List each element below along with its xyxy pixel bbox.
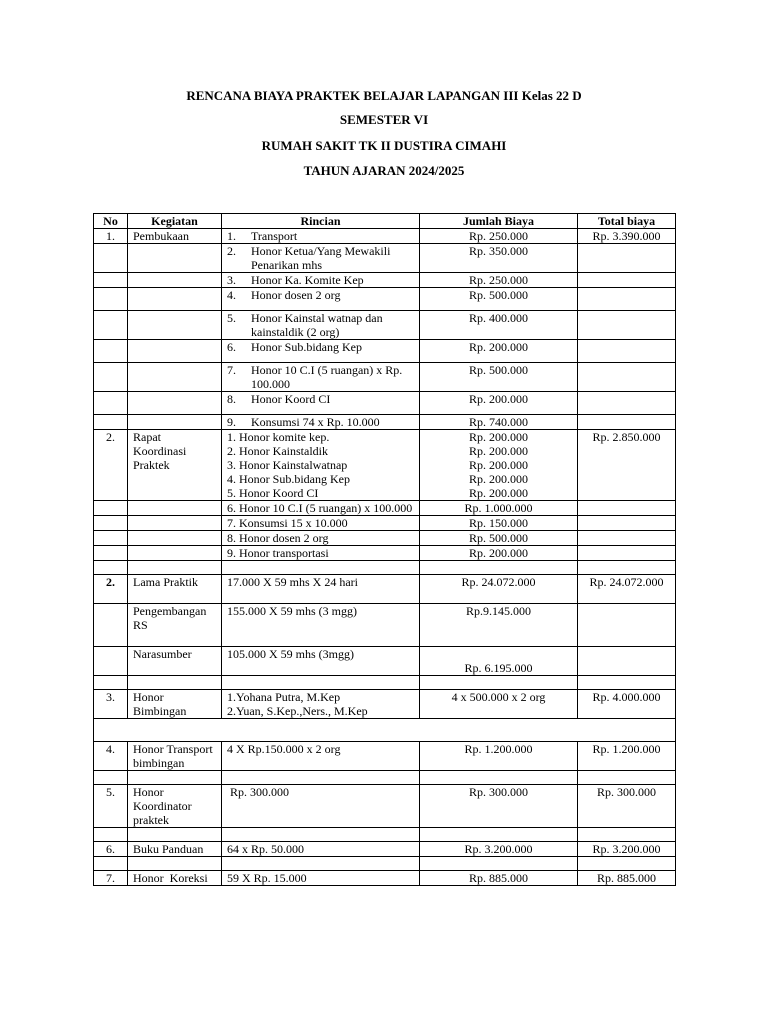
item-text: 5. Honor Koord CI [227,486,319,500]
item-text: Honor Ketua/Yang Mewakili Penarikan mhs [251,244,391,272]
item-text: Honor 10 C.I (5 ruangan) x Rp. 100.000 [251,363,403,391]
row-rincian: 8. Honor dosen 2 org [222,531,420,546]
row-rincian: 7. Konsumsi 15 x 10.000 [222,516,420,531]
row-rincian [222,288,420,311]
table-row [94,604,676,647]
row-amount: Rp. 740.000 [420,415,578,430]
row-total: Rp. 24.072.000 [578,575,676,604]
item-text: Transport [251,229,298,243]
table-row [94,516,676,531]
table-row [94,273,676,288]
spacer-row [94,828,676,842]
item-text: 3. Honor Kainstalwatnap [227,458,348,472]
row-rincian: 6. Honor 10 C.I (5 ruangan) x 100.000 [222,501,420,516]
item-number: 8. [227,392,236,406]
row-rincian: 59 X Rp. 15.000 [222,871,420,886]
row-kegiatan: Honor Koreksi [128,871,222,886]
spacer-row [94,561,676,575]
row-no: 1. [94,229,128,244]
item-number: 4. [227,288,236,302]
row-total: Rp. 1.200.000 [578,742,676,771]
spacer-row [94,771,676,785]
table-row [94,871,676,886]
row-total: Rp. 300.000 [578,785,676,828]
table-row [94,244,676,273]
row-no: 5. [94,785,128,828]
row-no: 2. [94,575,128,604]
row-no: 3. [94,690,128,719]
table-row [94,311,676,340]
row-no: 6. [94,842,128,857]
table-row [94,363,676,392]
item-number: 1. [227,229,236,243]
item-text: 1.Yohana Putra, M.Kep [227,690,341,704]
item-text: Honor Koord CI [251,392,331,406]
row-no: 4. [94,742,128,771]
row-kegiatan: Honor Koordinator praktek [128,785,222,828]
row-amount: Rp. 500.000 [420,531,578,546]
row-amount: Rp. 250.000 [420,229,578,244]
item-text: Honor Sub.bidang Kep [251,340,362,354]
row-rincian [222,392,420,415]
header-kegiatan: Kegiatan [128,214,222,229]
row-no: 2. [94,430,128,501]
row-amount: Rp. 200.000 [420,392,578,415]
row-amount: Rp. 200.000 [420,340,578,363]
item-text: Konsumsi 74 x Rp. 10.000 [251,415,380,429]
table-row [94,430,676,501]
header-total-biaya: Total biaya [578,214,676,229]
academic-year-heading: TAHUN AJARAN 2024/2025 [303,163,465,178]
table-row [94,340,676,363]
row-amount: Rp. 500.000 [420,288,578,311]
table-header-row [94,214,676,229]
item-text: 2. Honor Kainstaldik [227,444,328,458]
table-row [94,415,676,430]
row-kegiatan: Honor Bimbingan [128,690,222,719]
row-amount: Rp. 1.000.000 [420,501,578,516]
item-amount: Rp. 200.000 [468,472,528,486]
row-amount: Rp. 150.000 [420,516,578,531]
row-total: Rp. 4.000.000 [578,690,676,719]
row-amount: Rp. 885.000 [420,871,578,886]
spacer-row [94,719,676,742]
row-amount: Rp. 3.200.000 [420,842,578,857]
row-kegiatan: Narasumber [128,647,222,676]
item-text: Honor dosen 2 org [251,288,341,302]
row-kegiatan: Pembukaan [128,229,222,244]
row-rincian [222,311,420,340]
row-total: Rp. 3.200.000 [578,842,676,857]
table-row [94,575,676,604]
item-number: 6. [227,340,236,354]
row-kegiatan: Pengembangan RS [128,604,222,647]
row-amount [420,430,578,501]
row-rincian [222,363,420,392]
row-rincian [222,340,420,363]
item-number: 5. [227,311,236,325]
row-amount: Rp. 350.000 [420,244,578,273]
item-text: 2.Yuan, S.Kep.,Ners., M.Kep [227,704,368,718]
row-rincian: 64 x Rp. 50.000 [222,842,420,857]
spacer-row [94,857,676,871]
spacer-row [94,676,676,690]
row-rincian [222,244,420,273]
item-text: 1. Honor komite kep. [227,430,330,444]
row-rincian: 155.000 X 59 mhs (3 mgg) [222,604,420,647]
item-text: 4. Honor Sub.bidang Kep [227,472,350,486]
row-rincian: 9. Honor transportasi [222,546,420,561]
table-row [94,785,676,828]
item-number: 2. [227,244,236,258]
row-kegiatan: Buku Panduan [128,842,222,857]
table-row [94,531,676,546]
item-amount: Rp. 200.000 [468,458,528,472]
header-rincian: Rincian [222,214,420,229]
table-row [94,842,676,857]
document-title: RENCANA BIAYA PRAKTEK BELAJAR LAPANGAN III Kelas 22 D [186,88,582,103]
row-total: Rp. 3.390.000 [578,229,676,244]
table-row [94,229,676,244]
row-total: Rp. 2.850.000 [578,430,676,501]
item-number: 9. [227,415,236,429]
row-amount: Rp. 24.072.000 [420,575,578,604]
row-kegiatan: Rapat Koordinasi Praktek [128,430,222,501]
hospital-heading: RUMAH SAKIT TK II DUSTIRA CIMAHI [261,138,507,153]
table-row [94,690,676,719]
item-number: 3. [227,273,236,287]
table-row [94,501,676,516]
row-amount: Rp. 500.000 [420,363,578,392]
budget-table [93,213,676,886]
table-row [94,288,676,311]
row-amount: Rp. 400.000 [420,311,578,340]
table-row [94,647,676,676]
row-amount: Rp. 6.195.000 [420,647,578,676]
row-total: Rp. 885.000 [578,871,676,886]
row-rincian [222,430,420,501]
row-rincian [222,273,420,288]
row-rincian [222,690,420,719]
item-text: Honor Kainstal watnap dan kainstaldik (2 org) [251,311,383,339]
row-amount: Rp. 300.000 [420,785,578,828]
row-no: 7. [94,871,128,886]
row-rincian: 4 X Rp.150.000 x 2 org [222,742,420,771]
header-jumlah-biaya: Jumlah Biaya [420,214,578,229]
row-rincian [222,415,420,430]
item-text: Honor Ka. Komite Kep [251,273,364,287]
row-amount: Rp. 250.000 [420,273,578,288]
table-row [94,392,676,415]
row-kegiatan: Honor Transport bimbingan [128,742,222,771]
item-amount: Rp. 200.000 [468,486,528,500]
table-row [94,742,676,771]
row-amount: 4 x 500.000 x 2 org [420,690,578,719]
semester-heading: SEMESTER VI [339,112,429,127]
item-amount: Rp. 200.000 [468,444,528,458]
row-amount: Rp. 1.200.000 [420,742,578,771]
row-rincian: Rp. 300.000 [222,785,420,828]
row-rincian: 17.000 X 59 mhs X 24 hari [222,575,420,604]
row-rincian [222,229,420,244]
row-amount: Rp.9.145.000 [420,604,578,647]
row-kegiatan: Lama Praktik [128,575,222,604]
item-amount: Rp. 200.000 [468,430,528,444]
header-no: No [94,214,128,229]
row-rincian: 105.000 X 59 mhs (3mgg) [222,647,420,676]
row-amount: Rp. 200.000 [420,546,578,561]
table-row [94,546,676,561]
item-number: 7. [227,363,236,377]
